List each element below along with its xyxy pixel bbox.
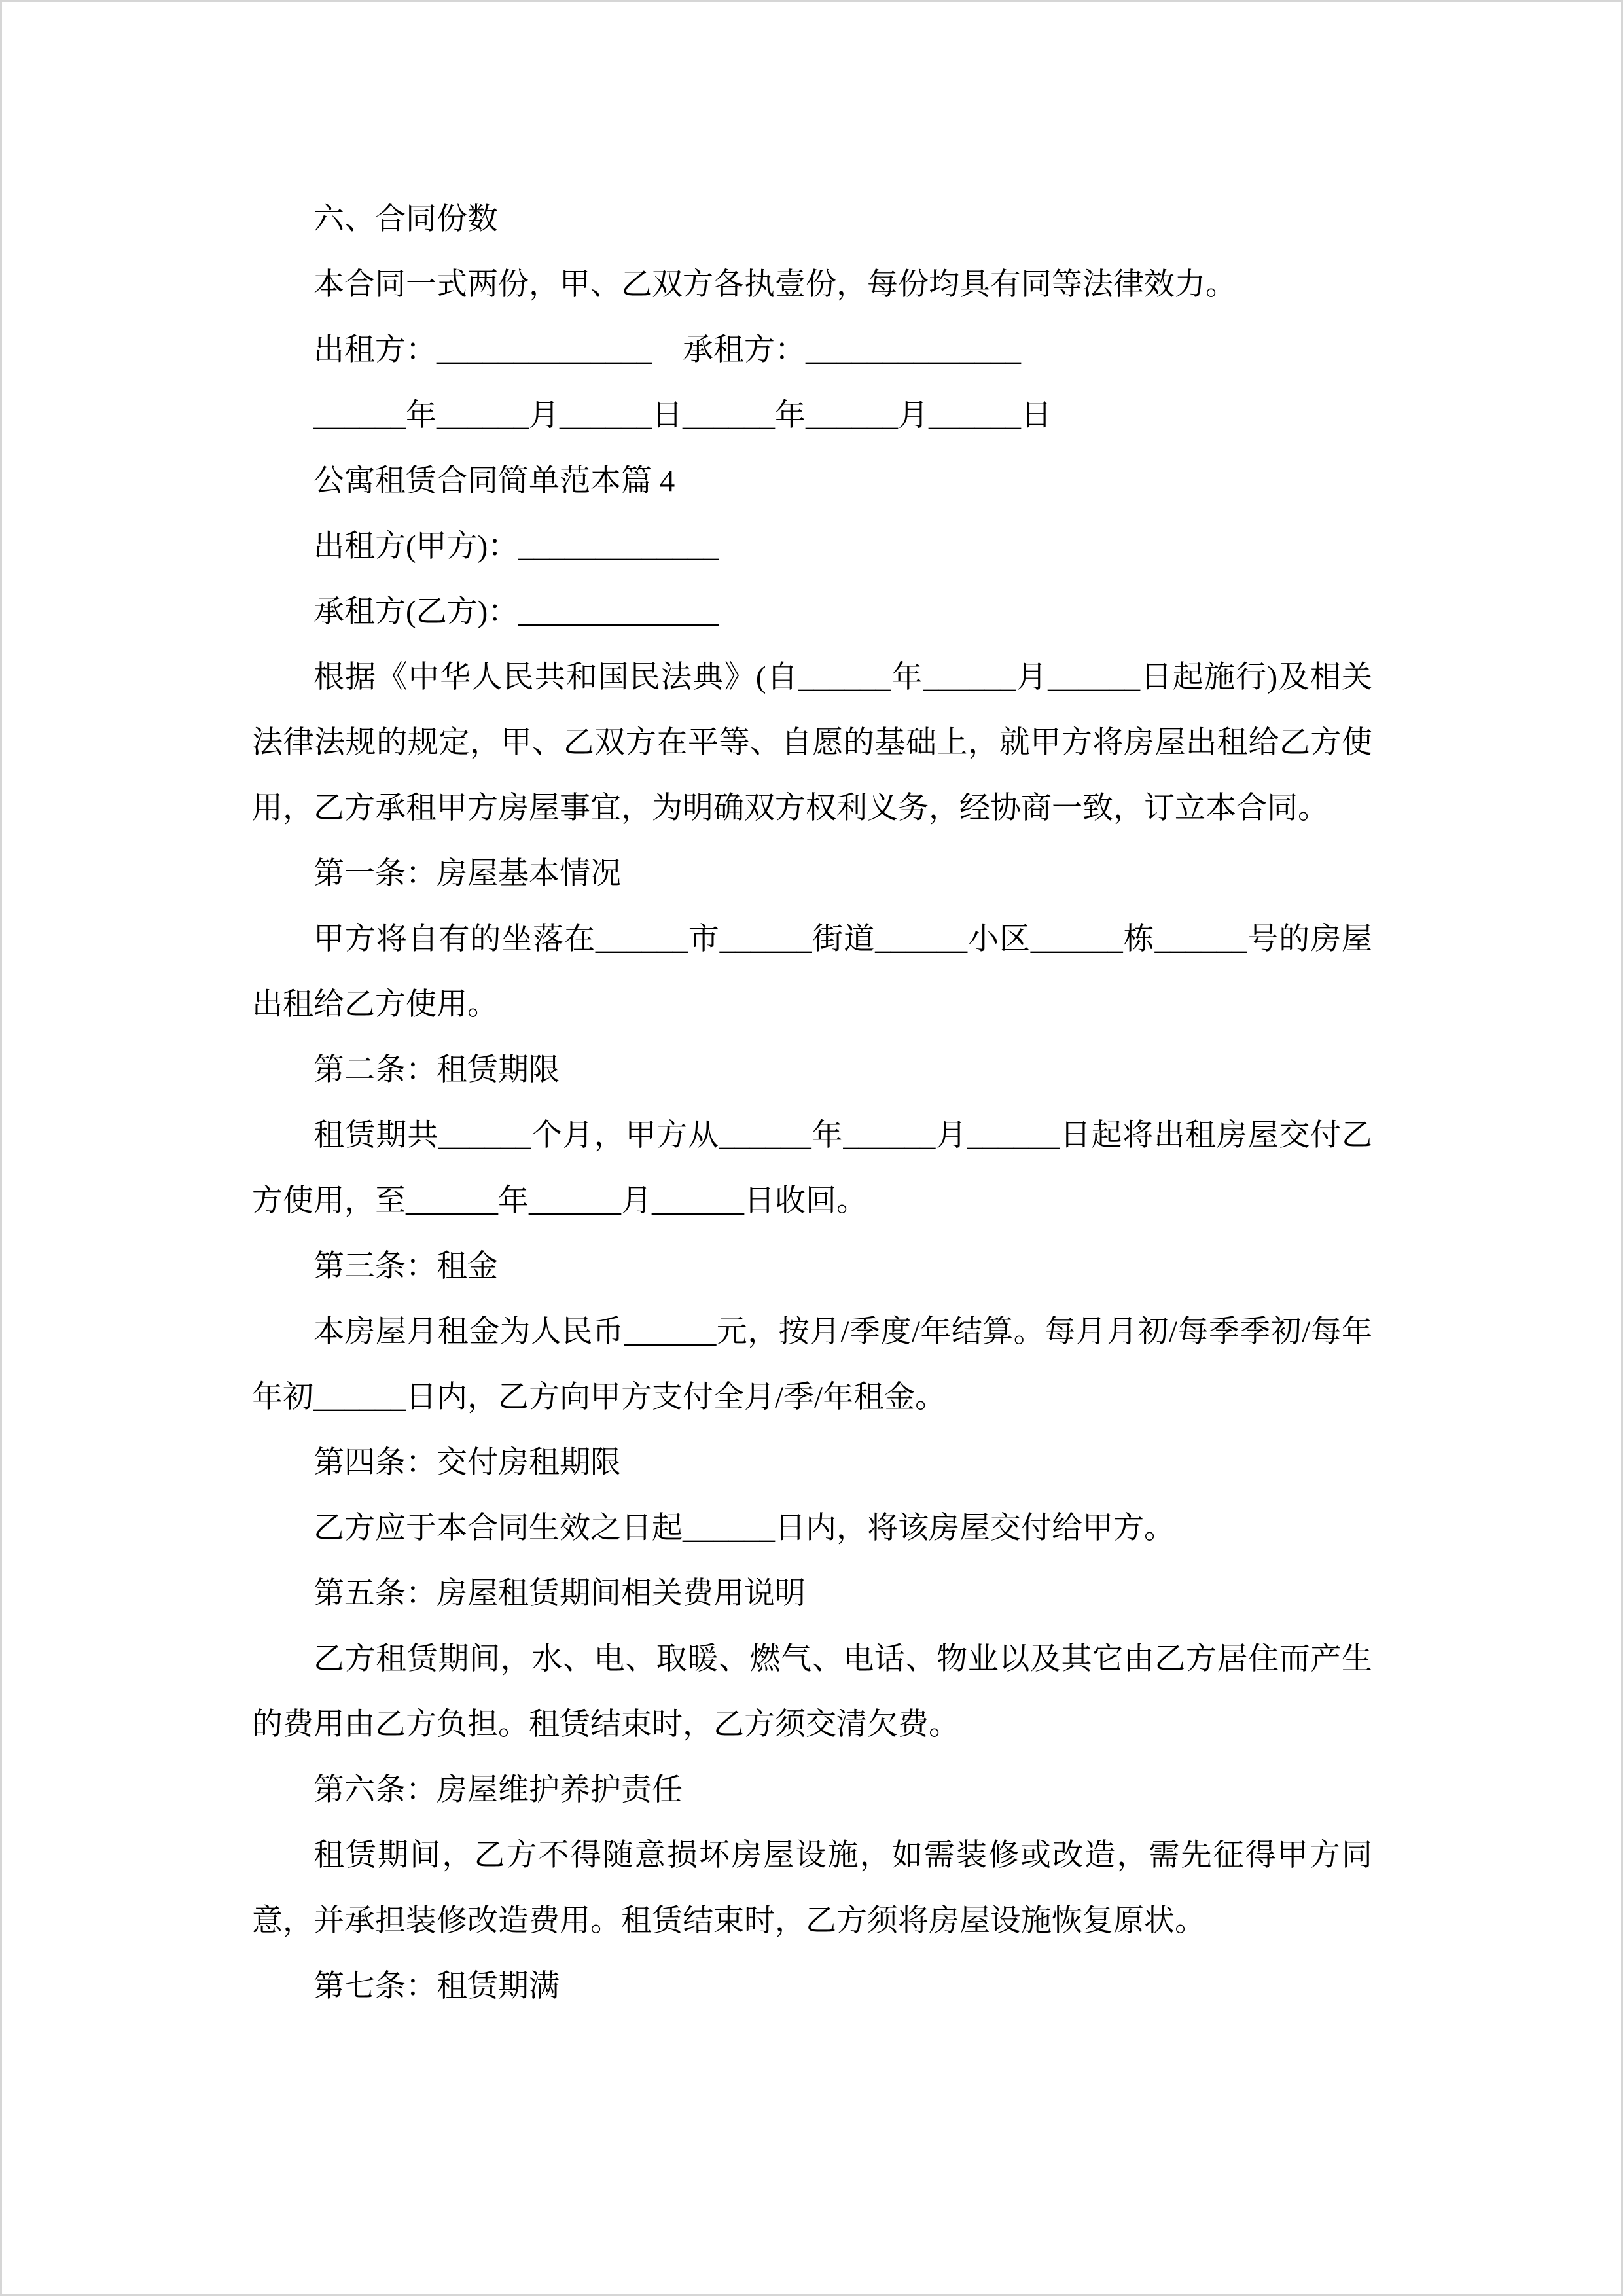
section-heading: 第二条：租赁期限: [313, 1053, 560, 1087]
paragraph: 甲方将自有的坐落在______市______街道______小区______栋______号的房屋出租给乙方使用。: [252, 922, 1372, 1022]
paragraph: 本合同一式两份，甲、乙双方各执壹份，每份均具有同等法律效力。: [313, 268, 1236, 302]
signature-line: 出租方：______________ 承租方：______________: [313, 333, 1021, 367]
paragraph: 乙方租赁期间，水、电、取暖、燃气、电话、物业以及其它由乙方居住而产生的费用由乙方负担。租赁结束时，乙方须交清欠费。: [252, 1642, 1372, 1742]
lessee-line: 承租方(乙方)：_____________: [313, 595, 719, 629]
section-heading: 六、合同份数: [313, 202, 498, 236]
paragraph: 本房屋月租金为人民币______元，按月/季度/年结算。每月月初/每季季初/每年年初______日内，乙方向甲方支付全月/季/年租金。: [252, 1315, 1372, 1414]
document-title: 公寓租赁合同简单范本篇 4: [313, 464, 675, 498]
paragraph: 根据《中华人民共和国民法典》(自______年______月______日起施行)及相关法律法规的规定，甲、乙双方在平等、自愿的基础上，就甲方将房屋出租给乙方使用，乙方承租甲方房屋事宜，为明确双方权利义务，经协商一致，订立本合同。: [252, 660, 1372, 825]
section-heading: 第六条：房屋维护养护责任: [313, 1773, 683, 1807]
section-heading: 第五条：房屋租赁期间相关费用说明: [313, 1577, 806, 1611]
section-heading: 第四条：交付房租期限: [313, 1446, 621, 1480]
paragraph: 租赁期间，乙方不得随意损坏房屋设施，如需装修或改造，需先征得甲方同意，并承担装修改造费用。租赁结束时，乙方须将房屋设施恢复原状。: [252, 1839, 1372, 1938]
section-heading: 第七条：租赁期满: [313, 1969, 560, 2003]
date-line: ______年______月______日______年______月______日: [313, 399, 1052, 433]
section-heading: 第一条：房屋基本情况: [313, 857, 621, 891]
contract-body: [2, 2, 1621, 2019]
lessor-line: 出租方(甲方)：_____________: [313, 529, 719, 564]
paragraph: 租赁期共______个月，甲方从______年______月______日起将出租房屋交付乙方使用，至______年______月______日收回。: [252, 1119, 1372, 1218]
section-heading: 第三条：租金: [313, 1249, 498, 1283]
paragraph: 乙方应于本合同生效之日起______日内，将该房屋交付给甲方。: [313, 1511, 1175, 1545]
